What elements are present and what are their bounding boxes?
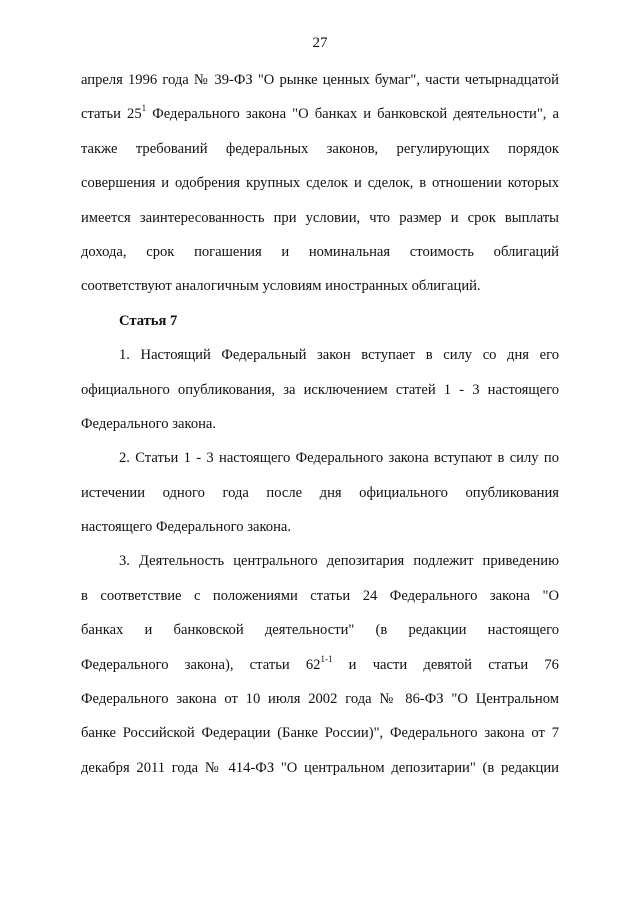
text-fragment: Федерального закона "О банках и банковской деятельности", а — [146, 106, 559, 123]
page-number: 27 — [312, 35, 328, 51]
text-line: имеется заинтересованность при условии, что размер и срок выплаты — [81, 209, 559, 226]
text-line: Федерального закона. — [81, 415, 217, 432]
text-line: декабря 2011 года № 414-ФЗ "О центральном депозитарии" (в редакции — [81, 759, 559, 776]
text-line: банках и банковской деятельности" (в редакции настоящего — [81, 622, 559, 639]
text-line: 2. Статьи 1 - 3 настоящего Федерального закона вступают в силу по — [119, 450, 559, 467]
superscript: 1-1 — [320, 653, 333, 664]
text-line: в соответствие с положениями статьи 24 Федерального закона "О — [81, 587, 559, 604]
text-line: также требований федеральных законов, регулирующих порядок — [81, 140, 559, 157]
document-body — [81, 70, 559, 792]
text-line: официального опубликования, за исключением статей 1 - 3 настоящего — [81, 381, 559, 398]
text-line: соответствуют аналогичным условиям иностранных облигаций. — [81, 278, 481, 295]
text-fragment: Федерального закона), статьи 62 — [81, 656, 321, 673]
text-line — [81, 655, 559, 689]
text-line: Федерального закона от 10 июля 2002 года № 86-ФЗ "О Центральном — [81, 691, 559, 708]
text-line: настоящего Федерального закона. — [81, 519, 292, 536]
article-heading: Статья 7 — [119, 312, 178, 329]
text-line: апреля 1996 года № 39-ФЗ "О рынке ценных бумаг", части четырнадцатой — [81, 72, 559, 88]
superscript: 1 — [141, 103, 147, 114]
text-line: совершения и одобрения крупных сделок и сделок, в отношении которых — [81, 175, 559, 192]
text-line: дохода, срок погашения и номинальная стоимость облигаций — [81, 243, 559, 260]
text-line: банке Российской Федерации (Банке России)", Федерального закона от 7 — [81, 725, 559, 742]
text-line: 3. Деятельность центрального депозитария подлежит приведению — [119, 553, 559, 570]
text-line — [81, 104, 559, 138]
text-line: истечении одного года после дня официального опубликования — [81, 484, 559, 501]
text-fragment: и части девятой статьи 76 — [332, 656, 559, 673]
text-line: 1. Настоящий Федеральный закон вступает в силу со дня его — [119, 347, 559, 364]
text-fragment: статьи 25 — [81, 106, 142, 123]
